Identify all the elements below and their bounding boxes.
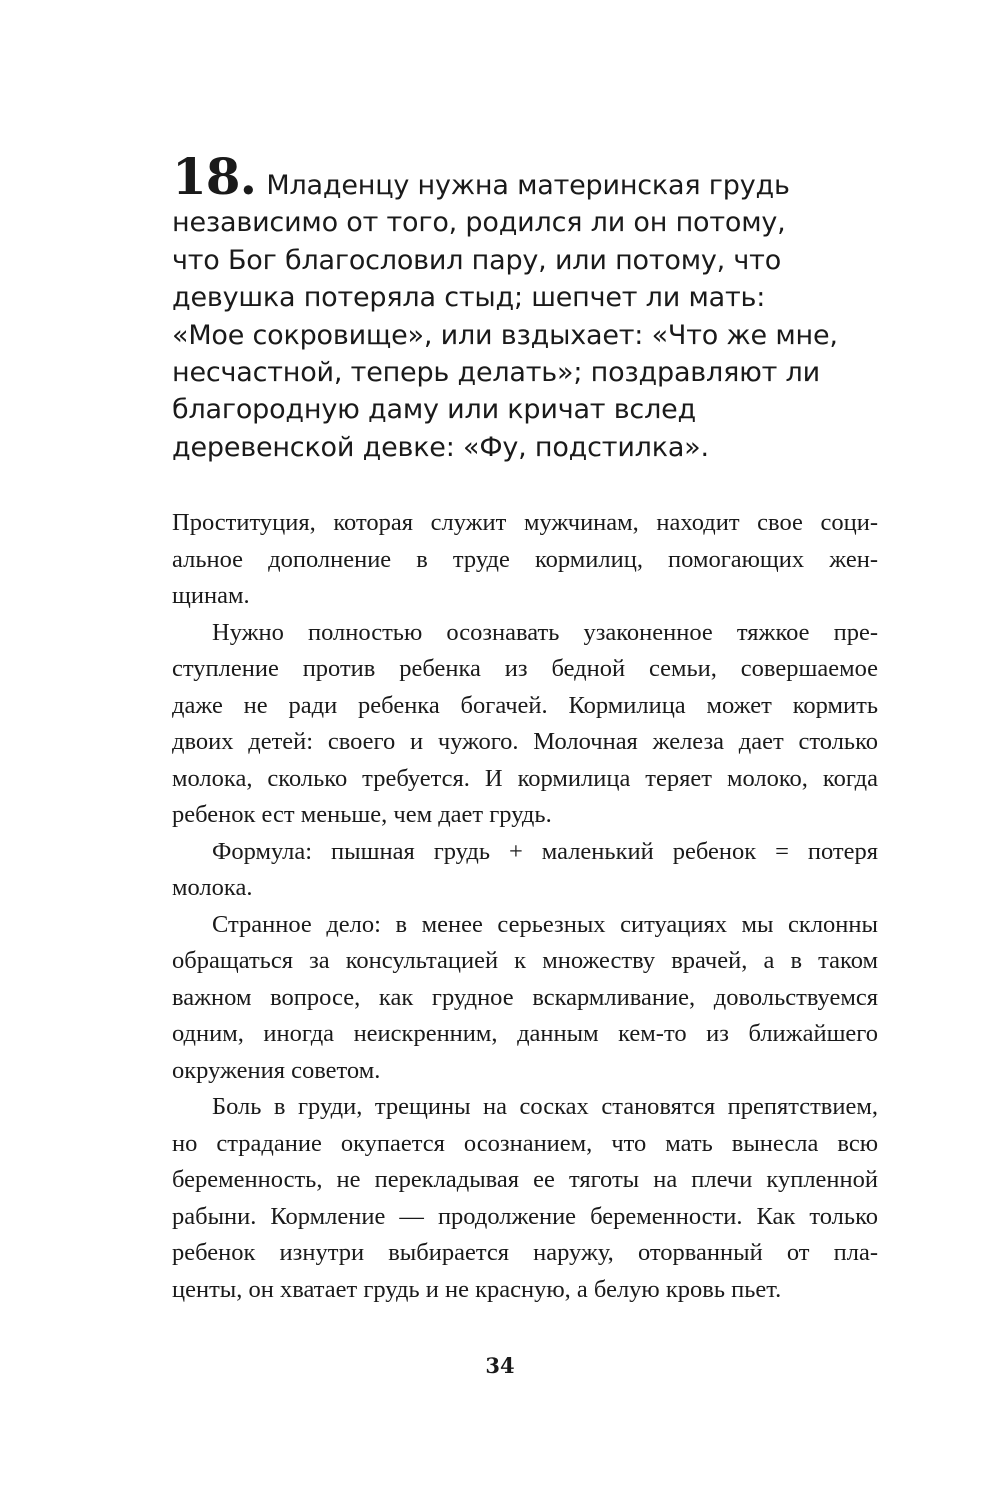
- text-line: но страдание окупается осознанием, что мать вынесла всю: [172, 1129, 878, 1157]
- text-line: Нужно полностью осознавать узаконенное тяжкое пре-: [212, 618, 878, 646]
- heading-line: 18. Младенцу нужна материнская грудь: [172, 147, 790, 206]
- text-line: ступление против ребенка из бедной семьи, совершаемое: [172, 655, 878, 682]
- text-line: Проституция, которая служит мужчинам, находит свое соци-: [172, 509, 878, 536]
- text-line: ребенок изнутри выбирается наружу, оторванный от пла-: [172, 1239, 878, 1266]
- text-line: молока.: [172, 874, 253, 901]
- heading-line: деревенской девке: «Фу, подстилка».: [172, 431, 709, 463]
- text-line: важном вопросе, как грудное вскармливание, довольствуемся: [172, 983, 878, 1011]
- text-line: щинам.: [172, 582, 250, 609]
- text-line: Странное дело: в менее серьезных ситуациях мы склонны: [212, 910, 878, 938]
- heading-line: несчастной, теперь делать»; поздравляют ли: [172, 357, 820, 389]
- page-number: 34: [485, 1353, 515, 1378]
- text-line: Формула: пышная грудь + маленький ребенок = потеря: [212, 837, 878, 865]
- text-line: беременность, не перекладывая ее тяготы на плечи купленной: [172, 1166, 878, 1193]
- heading-line: независимо от того, родился ли он потому,: [172, 207, 786, 239]
- heading-line: благородную даму или кричат вслед: [172, 394, 697, 426]
- text-line: ребенок ест меньше, чем дает грудь.: [172, 801, 552, 828]
- paragraph: [172, 907, 878, 1090]
- heading-line: «Мое сокровище», или вздыхает: «Что же мне,: [172, 319, 838, 351]
- paragraph: [172, 615, 878, 834]
- heading-line: что Бог благословил пару, или потому, что: [172, 244, 782, 276]
- text-line: альное дополнение в труде кормилиц, помогающих жен-: [172, 545, 878, 573]
- text-line: двоих детей: своего и чужого. Молочная железа дает столько: [172, 728, 878, 755]
- text-line: окружения советом.: [172, 1056, 381, 1084]
- text-line: одним, иногда неискренним, данным кем-то из ближайшего: [172, 1020, 878, 1047]
- paragraph: [172, 834, 878, 907]
- text-line: даже не ради ребенка богачей. Кормилица может кормить: [172, 691, 878, 719]
- text-line: Боль в груди, трещины на сосках становятся препятствием,: [212, 1093, 878, 1120]
- heading-line: девушка потеряла стыд; шепчет ли мать:: [172, 282, 766, 314]
- text-line: рабыни. Кормление — продолжение беременности. Как только: [172, 1202, 878, 1230]
- text-line: обращаться за консультацией к множеству врачей, а в таком: [172, 947, 878, 974]
- paragraph: [172, 1089, 878, 1308]
- body-text: [172, 505, 878, 1308]
- text-line: центы, он хватает грудь и не красную, а белую кровь пьет.: [172, 1275, 782, 1303]
- section-number: 18.: [172, 147, 256, 206]
- text-line: молока, сколько требуется. И кормилица теряет молоко, когда: [172, 764, 878, 792]
- section-heading: [172, 147, 892, 466]
- paragraph: [172, 505, 878, 615]
